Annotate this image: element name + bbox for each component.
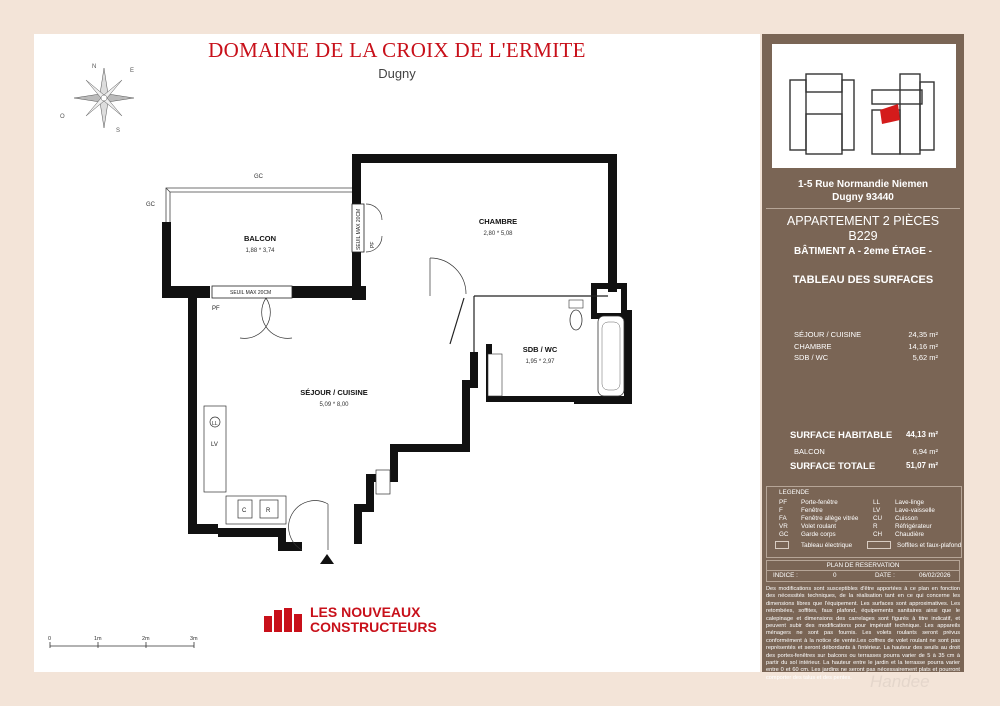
legend-item: CU Cuisson <box>873 515 918 522</box>
legend-item: VR Volet roulant <box>779 523 837 530</box>
legend-item: GC Garde corps <box>779 531 836 538</box>
scale-bar <box>50 642 194 648</box>
legend <box>766 486 962 558</box>
reservation-row <box>766 571 960 582</box>
info-panel <box>762 34 964 681</box>
sink-icon <box>488 354 502 396</box>
gc-label-top: GC <box>254 174 263 180</box>
page-subtitle: Dugny <box>378 66 416 81</box>
scale-tick-1: 1m <box>94 636 102 642</box>
indice-label: INDICE : <box>773 572 798 579</box>
reservation-box <box>766 560 960 582</box>
pf-label-sejour: PF <box>212 306 220 312</box>
disclaimer: Des modifications sont susceptibles d'être apportées à ce plan en fonction des nécessités techniques, de la réalisation tant en ce qui concerne les dimensions libres que l'équipement. Les surfaces sont approximatives. Les retombées, soffites, faux plafond, équipements sanitaires ainsi que le calepinage et dimensions des carrelages sont figurés à titre indicatif, et peuvent subir des modifications pour impératif technique. Les appareils ménagers ne sont pas fournis. Les volets roulants seront prévus conformément à la notice de vente.Les coffres de volet roulant ne sont pas représentés et seront débordants à l'intérieur. La hauteur des seuils au droit des portes-fenêtres sur balcons ou terrasses pourra varier de 5 à 35 cm à partir du sol intérieur. La hauteur entre le jardin et la terrasse pourra varier entre 0 et 60 cm. Les jardins ne seront pas nécessairement plats et pourront comporter des talus et des pentes. <box>766 586 960 681</box>
walls <box>162 154 632 551</box>
legend-item: CH Chaudière <box>873 531 925 538</box>
toilet-icon <box>570 310 582 330</box>
date-value: 06/02/2026 <box>919 572 951 579</box>
brand-line1: LES NOUVEAUX <box>310 604 421 620</box>
plan-sheet <box>34 34 760 672</box>
c-label: C <box>242 508 247 514</box>
compass-o: O <box>60 114 65 120</box>
ll-label: LL <box>212 421 218 427</box>
brand-logo-icon <box>262 606 306 634</box>
legend-bottom-left: Tableau électrique <box>801 542 853 549</box>
legend-item: LV Lave-vaisselle <box>873 507 935 514</box>
scale-tick-2: 2m <box>142 636 150 642</box>
scale-tick-3: 3m <box>190 636 198 642</box>
date-label: DATE : <box>875 572 895 579</box>
indice-value: 0 <box>833 572 837 579</box>
gc-label-left: GC <box>146 202 155 208</box>
building-thumbnail <box>772 44 956 168</box>
floor-plan <box>34 34 760 672</box>
r-label: R <box>266 508 271 514</box>
legend-item: R Réfrigérateur <box>873 523 932 530</box>
compass-rose-icon <box>74 68 134 128</box>
electric-panel-swatch <box>775 541 789 549</box>
building-floor: BÂTIMENT A - 2eme ÉTAGE - <box>794 246 932 257</box>
surface-row: SDB / WC 5,62 m² <box>794 353 938 362</box>
watermark: Handee <box>870 672 930 691</box>
surface-row: CHAMBRE 14,16 m² <box>794 342 938 351</box>
surfaces-table-title: TABLEAU DES SURFACES <box>792 274 934 286</box>
room-sejour-dims: 5,09 * 8,00 <box>319 402 349 408</box>
partitions <box>450 296 608 352</box>
brand-name <box>310 605 437 635</box>
room-sejour-name: SÉJOUR / CUISINE <box>300 388 368 397</box>
room-balcon-name: BALCON <box>243 234 277 243</box>
soffit-swatch <box>867 541 891 549</box>
legend-item: F Fenêtre <box>779 507 823 514</box>
apartment-ref: B229 <box>848 229 878 243</box>
legend-title: LEGENDE <box>779 489 810 496</box>
apartment-type: APPARTEMENT 2 PIÈCES <box>786 214 940 228</box>
brand-line2: CONSTRUCTEURS <box>310 619 437 635</box>
lv-label: LV <box>211 442 218 448</box>
room-chambre-name: CHAMBRE <box>478 217 518 226</box>
surface-row: SÉJOUR / CUISINE 24,35 m² <box>794 330 938 339</box>
divider <box>766 208 960 209</box>
room-sdb-name: SDB / WC <box>522 345 558 354</box>
address-line2: Dugny 93440 <box>832 192 894 203</box>
seuil-label-balcon: SEUIL MAX 20CM <box>230 290 272 296</box>
legend-item: FA Fenêtre allège vitrée <box>779 515 859 522</box>
room-sdb-dims: 1,95 * 2,97 <box>525 359 555 365</box>
apartment-heading <box>762 214 964 244</box>
reservation-title: PLAN DE RESERVATION <box>766 560 960 571</box>
page-title: DOMAINE DE LA CROIX DE L'ERMITE <box>208 38 586 62</box>
scale-tick-0: 0 <box>48 636 52 642</box>
room-balcon-dims: 1,88 * 3,74 <box>245 248 275 254</box>
entrance-arrow-icon <box>320 554 334 564</box>
surface-habitable-row: SURFACE HABITABLE 44,13 m² <box>790 430 938 441</box>
compass-e: E <box>130 68 135 74</box>
legend-bottom-right: Soffites et faux-plafond <box>897 542 962 549</box>
compass-n: N <box>92 64 97 70</box>
compass-s: S <box>116 128 121 134</box>
address-line1: 1-5 Rue Normandie Niemen <box>797 179 929 190</box>
pf-label-chambre: PF <box>370 241 376 248</box>
seuil-label-chambre: SEUIL MAX 20CM <box>356 208 362 250</box>
surface-totale-row: SURFACE TOTALE 51,07 m² <box>790 461 938 472</box>
room-chambre-dims: 2,80 * 5,08 <box>483 231 513 237</box>
legend-item: PF Porte-fenêtre <box>779 499 838 506</box>
balcon-row: BALCON 6,94 m² <box>794 447 938 456</box>
legend-item: LL Lave-linge <box>873 499 925 506</box>
address <box>762 178 964 204</box>
